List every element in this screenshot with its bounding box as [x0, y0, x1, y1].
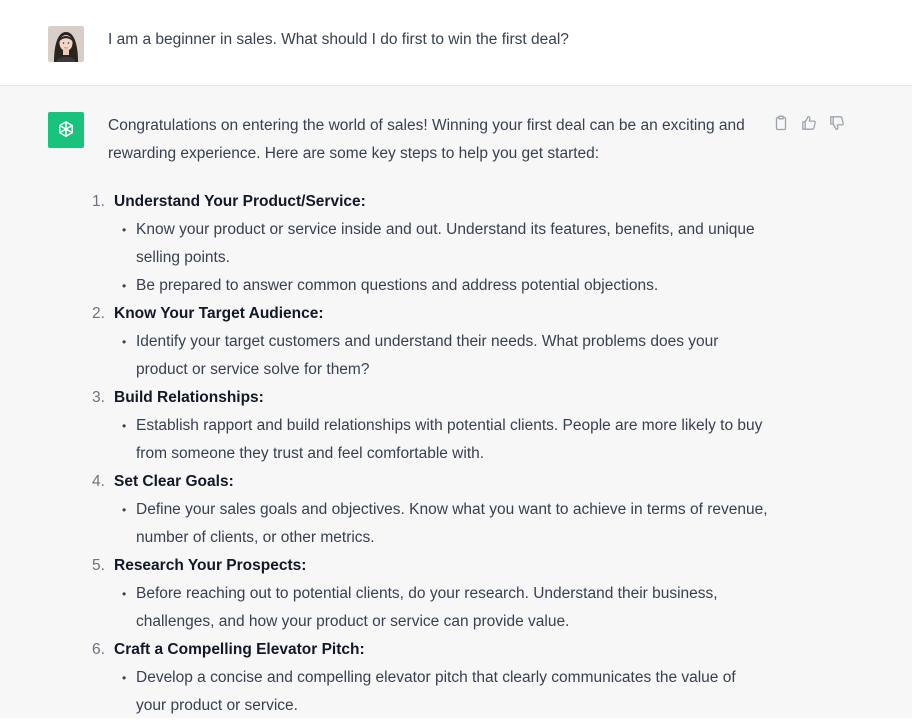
- step-title: Craft a Compelling Elevator Pitch:: [114, 641, 365, 658]
- step-title: Research Your Prospects:: [114, 557, 307, 574]
- step-item: [92, 384, 768, 468]
- openai-logo-icon: [48, 112, 84, 148]
- bullet-text: Develop a concise and compelling elevator pitch that clearly communicates the value of your product or service.: [136, 669, 736, 714]
- step-number: 2.: [92, 305, 105, 322]
- bullet-dot: •: [122, 671, 127, 685]
- step-item: [92, 468, 768, 552]
- step-item: [92, 552, 768, 636]
- clipboard-icon[interactable]: [772, 114, 790, 132]
- bullet-item: [122, 272, 768, 300]
- step-title: Know Your Target Audience:: [114, 305, 324, 322]
- bullet-text: Be prepared to answer common questions and address potential objections.: [136, 277, 659, 294]
- step-number: 3.: [92, 389, 105, 406]
- bullet-dot: •: [122, 587, 127, 601]
- bullet-item: [122, 216, 768, 272]
- user-message-text: I am a beginner in sales. What should I do first to win the first deal?: [108, 31, 569, 48]
- step-bullets: [114, 412, 768, 468]
- assistant-intro: Congratulations on entering the world of sales! Winning your first deal can be an exciting and rewarding experience. Here are some key steps to help you get started:: [108, 117, 745, 162]
- bullet-dot: •: [122, 503, 127, 517]
- user-avatar: [48, 26, 84, 62]
- bullet-text: Define your sales goals and objectives. Know what you want to achieve in terms of revenue, number of clients, or other metrics.: [136, 501, 768, 546]
- bullet-dot: •: [122, 279, 127, 293]
- step-bullets: [114, 496, 768, 552]
- step-item: [92, 636, 768, 720]
- bullet-item: [122, 496, 768, 552]
- bullet-item: [122, 664, 768, 720]
- bullet-dot: •: [122, 419, 127, 433]
- step-bullets: [114, 328, 768, 384]
- bullet-text: Before reaching out to potential clients, do your research. Understand their business, challenges, and how your product or service can provide value.: [136, 585, 718, 630]
- thumbs-down-icon[interactable]: [828, 114, 846, 132]
- assistant-message-content: [92, 112, 768, 720]
- bullet-item: [122, 580, 768, 636]
- user-message-row: [0, 0, 912, 86]
- bullet-dot: •: [122, 335, 127, 349]
- step-item: [92, 188, 768, 300]
- step-bullets: [114, 216, 768, 300]
- step-title: Build Relationships:: [114, 389, 264, 406]
- bullet-text: Identify your target customers and understand their needs. What problems does your product or service solve for them?: [136, 333, 719, 378]
- step-title: Set Clear Goals:: [114, 473, 234, 490]
- bullet-item: [122, 412, 768, 468]
- thumbs-up-icon[interactable]: [800, 114, 818, 132]
- step-bullets: [114, 580, 768, 636]
- step-item: [92, 300, 768, 384]
- bullet-text: Know your product or service inside and out. Understand its features, benefits, and unique selling points.: [136, 221, 755, 266]
- step-number: 6.: [92, 641, 105, 658]
- bullet-text: Establish rapport and build relationships with potential clients. People are more likely to buy from someone they trust and feel comfortable with.: [136, 417, 763, 462]
- bullet-item: [122, 328, 768, 384]
- step-title: Understand Your Product/Service:: [114, 193, 366, 210]
- step-number: 5.: [92, 557, 105, 574]
- step-number: 4.: [92, 473, 105, 490]
- step-bullets: [114, 664, 768, 720]
- bullet-dot: •: [122, 223, 127, 237]
- message-actions: [772, 114, 846, 132]
- assistant-message-row: [0, 86, 912, 718]
- steps-list: [92, 188, 768, 720]
- step-number: 1.: [92, 193, 105, 210]
